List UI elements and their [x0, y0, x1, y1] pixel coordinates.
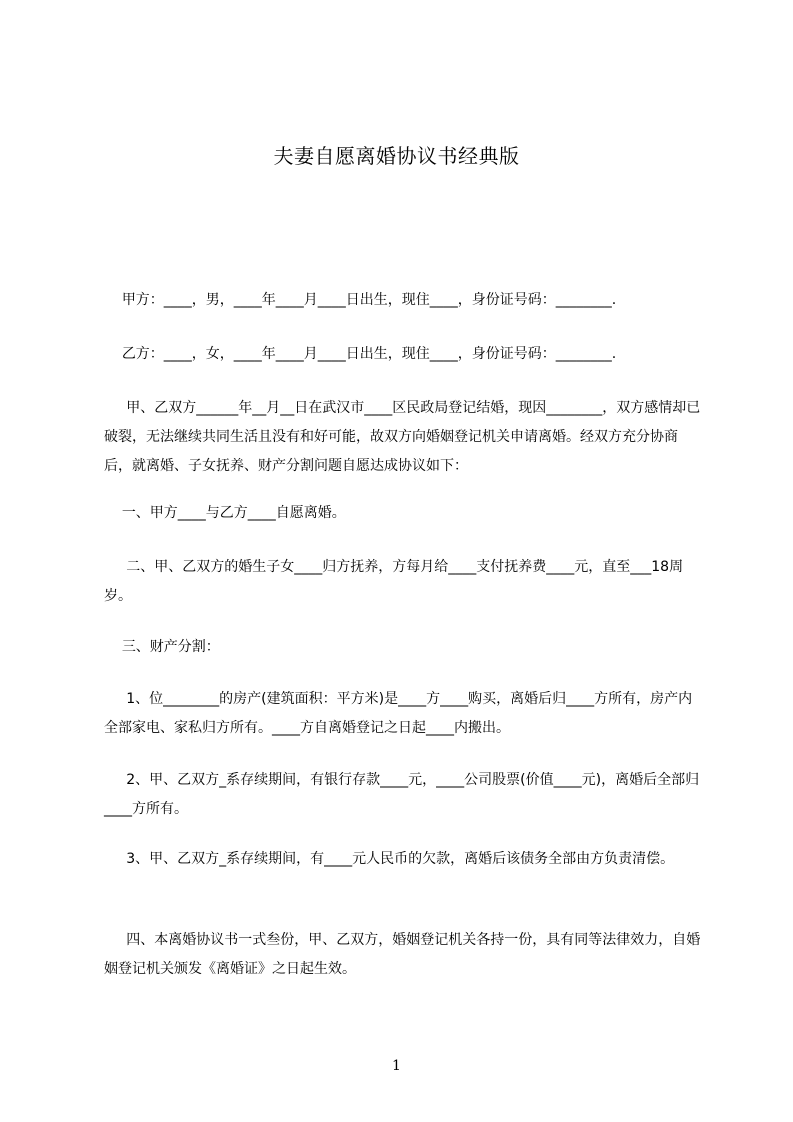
property-item-two: 2、甲、乙双方_系存续期间，有银行存款____元，____公司股票(价值____元)，离婚后全部归____方所有。: [104, 772, 700, 817]
intro-paragraph: 甲、乙双方______年__月__日在武汉市____区民政局登记结婚，现因________，双方感情却已破裂，无法继续共同生活且没有和好可能，故双方向婚姻登记机关申请离婚。经双方充分协商后，就离婚、子女抚养、财产分割问题自愿达成协议如下：: [104, 400, 701, 474]
page-number: 1: [392, 1058, 401, 1074]
party-b-paragraph: 乙方：____，女，____年____月____日出生，现住____，身份证号码：________.: [104, 346, 617, 362]
party-a-paragraph: 甲方：____，男，____年____月____日出生，现住____，身份证号码：________.: [104, 292, 617, 308]
clause-four-paragraph: 四、本离婚协议书一式叁份，甲、乙双方，婚姻登记机关各持一份，具有同等法律效力，自婚姻登记机关颁发《离婚证》之日起生效。: [104, 932, 701, 977]
clause-three-heading: 三、财产分割：: [104, 639, 220, 655]
document-title: 夫妻自愿离婚协议书经典版: [273, 144, 520, 168]
clause-one-paragraph: 一、甲方____与乙方____自愿离婚。: [104, 505, 346, 521]
property-item-three: 3、甲、乙双方_系存续期间，有____元人民币的欠款，离婚后该债务全部由方负责清偿。: [104, 851, 675, 867]
clause-two-paragraph: 二、甲、乙双方的婚生子女____归方抚养，方每月给____支付抚养费____元，直至___18周岁。: [104, 559, 684, 604]
property-item-one: 1、位________的房产(建筑面积：平方米)是____方____购买，离婚后归____方所有，房产内全部家电、家私归方所有。____方自离婚登记之日起____内搬出。: [104, 691, 693, 736]
